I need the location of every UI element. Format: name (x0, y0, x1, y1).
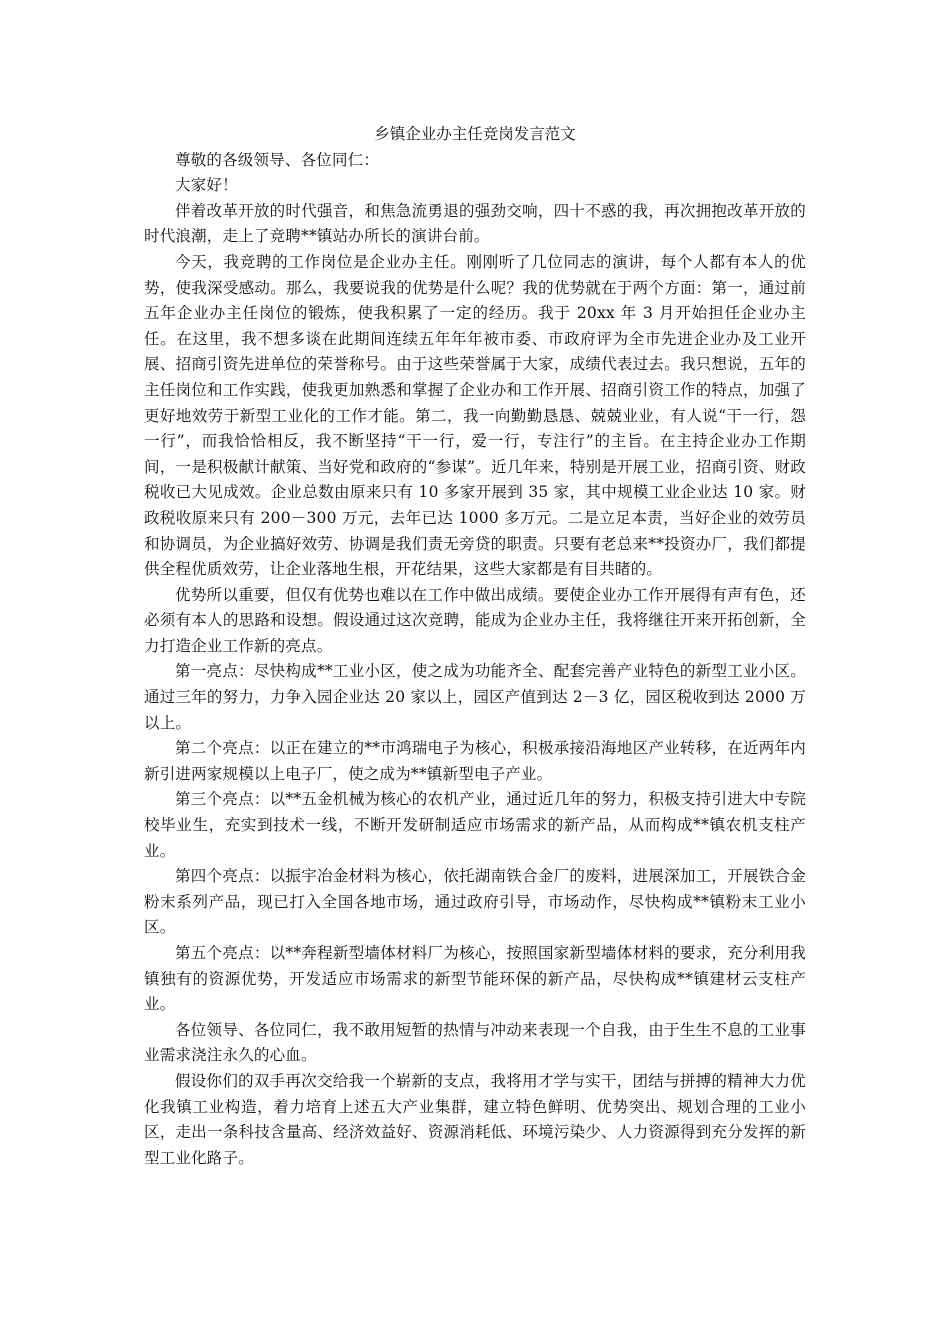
body-paragraph-closing: 假设你们的双手再次交给我一个崭新的支点，我将用才学与实干，团结与拼搏的精神大力优化我镇工业构造，着力培育上述五大产业集群，建立特色鲜明、优势突出、规划合理的工业小区，走出一条科技含量高、经济效益好、资源消耗低、环境污染少、人力资源得到充分发挥的新型工业化路子。 (144, 1071, 806, 1167)
highlight-3: 第三个亮点：以**五金机械为核心的农机产业，通过近几年的努力，积极支持引进大中专院校毕业生，充实到技术一线，不断开发研制适应市场需求的新产品，从而构成**镇农机支柱产业。 (144, 790, 806, 860)
highlight-1: 第一亮点：尽快构成**工业小区，使之成为功能齐全、配套完善产业特色的新型工业小区。通过三年的努力，力争入园企业达 20 家以上，园区产值到达 2－3 亿，园区税收到达 2000 万以上。 (144, 662, 806, 732)
highlight-5: 第五个亮点：以**奔程新型墙体材料厂为核心，按照国家新型墙体材料的要求，充分利用我镇独有的资源优势，开发适应市场需求的新型节能环保的新产品，尽快构成**镇建材云支柱产业。 (144, 944, 806, 1014)
document-page (144, 122, 806, 1171)
highlight-4: 第四个亮点：以振宇冶金材料为核心，依托湖南铁合金厂的废料，进展深加工，开展铁合金粉末系列产品，现已打入全国各地市场，通过政府引导，市场动作，尽快构成**镇粉末工业小区。 (144, 867, 806, 937)
body-paragraph-intro: 伴着改革开放的时代强音，和焦急流勇退的强劲交响，四十不惑的我，再次拥抱改革开放的时代浪潮，走上了竞聘**镇站办所长的演讲台前。 (144, 201, 806, 246)
salutation: 尊敬的各级领导、各位同仁： (175, 150, 380, 169)
body-paragraph-advantages: 今天，我竞聘的工作岗位是企业办主任。刚刚听了几位同志的演讲，每个人都有本人的优势，使我深受感动。那么，我要说我的优势是什么呢？我的优势就在于两个方面：第一，通过前五年企业办主任岗位的锻炼，使我积累了一定的经历。我于 20xx 年 3 月开始担任企业办主任。在这里，我不想多谈在此期间连续五年年年被市委、市政府评为全市先进企业办及工业开展、招商引资先进单位的荣誉称号。由于这些荣誉属于大家，成绩代表过去。我只想说，五年的主任岗位和工作实践，使我更加熟悉和掌握了企业办和工作开展、招商引资工作的特点，加强了更好地效劳于新型工业化的工作才能。第二，我一向勤勤恳恳、兢兢业业，有人说“干一行，怨一行”，而我恰恰相反，我不断坚持“干一行，爱一行，专注行”的主旨。在主持企业办工作期间，一是积极献计献策、当好党和政府的“参谋”。近几年来，特别是开展工业，招商引资、财政税收已大见成效。企业总数由原来只有 10 多家开展到 35 家，其中规模工业企业达 10 家。财政税收原来只有 200－300 万元，去年已达 1000 多万元。二是立足本责，当好企业的效劳员和协调员，为企业搞好效劳、协调是我们责无旁贷的职责。只要有老总来**投资办厂，我们都提供全程优质效劳，让企业落地生根，开花结果，这些大家都是有目共睹的。 (144, 252, 806, 579)
highlight-2: 第二个亮点：以正在建立的**市鸿瑞电子为核心，积极承接沿海地区产业转移，在近两年内新引进两家规模以上电子厂，使之成为**镇新型电子产业。 (144, 739, 806, 783)
document-title: 乡镇企业办主任竞岗发言范文 (374, 125, 576, 143)
body-paragraph-appeal: 各位领导、各位同仁，我不敢用短暂的热情与冲动来表现一个自我，由于生生不息的工业事业需求浇注永久的心血。 (144, 1020, 806, 1065)
body-paragraph-plans: 优势所以重要，但仅有优势也难以在工作中做出成绩。要使企业办工作开展得有声有色，还必须有本人的思路和设想。假设通过这次竞聘，能成为企业办主任，我将继往开来开拓创新，全力打造企业工作新的亮点。 (144, 585, 806, 655)
greeting: 大家好！ (175, 176, 238, 195)
